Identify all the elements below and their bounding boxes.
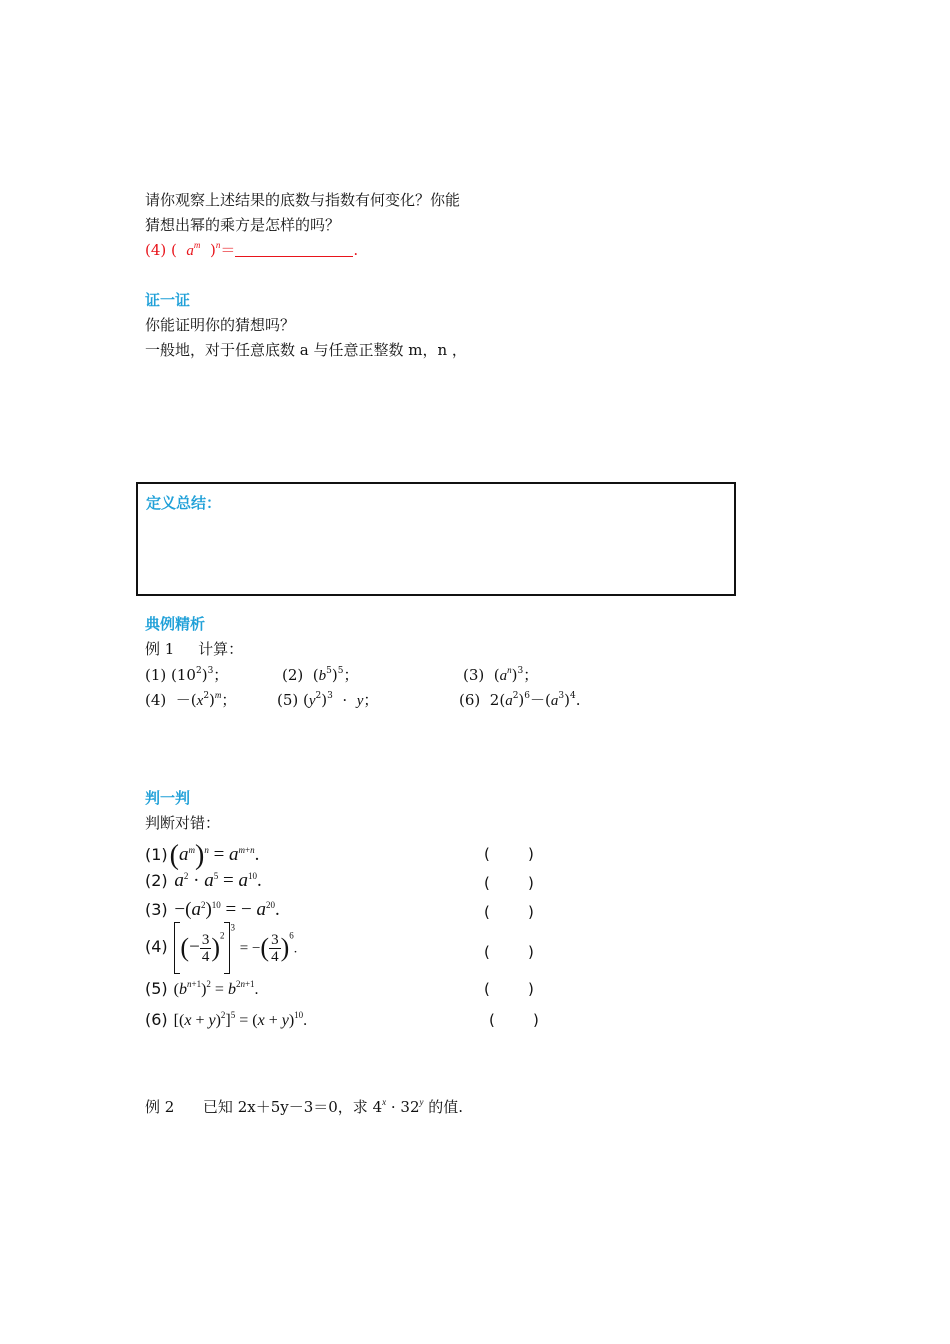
example-1-title xyxy=(145,639,243,659)
example-1-label: 例 1 xyxy=(145,640,175,658)
judge-number: (1) xyxy=(145,845,168,864)
judge-number: (6) xyxy=(145,1010,168,1029)
judge-heading: 判一判 xyxy=(145,789,191,807)
item-number: (2) xyxy=(282,666,304,684)
item-number: (3) xyxy=(463,666,485,684)
example-2-mid: · 32 xyxy=(386,1098,420,1116)
judge-item-1: $(1)(a^m)^n = a^{m+n}$. xyxy=(145,840,260,871)
answer-paren-2[interactable]: ( ) xyxy=(484,874,534,892)
examples-heading: 典例精析 xyxy=(145,615,206,633)
answer-paren-1[interactable]: ( ) xyxy=(484,845,534,863)
judge-number: (4) xyxy=(145,937,168,957)
item-number: (5) xyxy=(277,691,299,709)
example-1-item-6: (6) $2(a^2)^6-(a^3)^4$. xyxy=(459,691,581,709)
question-4-suffix: ) xyxy=(209,241,216,259)
example-2-text: 已知 2x＋5y－3＝0，求 4 xyxy=(202,1098,383,1116)
judge-item-6: (6) $[(x + y)^2]^5 = (x + y)^{10}$. xyxy=(145,1010,308,1029)
judge-number: (3) xyxy=(145,900,168,919)
answer-paren-5[interactable]: ( ) xyxy=(484,980,534,998)
question-4: (4) ( $a^m$ )$^n$＝ . xyxy=(145,240,359,259)
example-1-task: 计算： xyxy=(198,640,244,658)
definition-box xyxy=(136,482,736,596)
answer-blank[interactable] xyxy=(235,242,353,257)
judge-number: (2) xyxy=(145,871,168,890)
definition-heading: 定义总结： xyxy=(146,494,222,512)
example-2-label: 例 2 xyxy=(145,1098,175,1116)
answer-paren-4[interactable]: ( ) xyxy=(484,943,534,961)
example-2-end: 的值. xyxy=(423,1098,464,1116)
prove-heading: 证一证 xyxy=(145,291,191,309)
question-4-equals: ＝ xyxy=(220,241,236,259)
example-1-item-2: (2) $(b^5)^5$； xyxy=(282,666,359,684)
intro-line-1: 请你观察上述结果的底数与指数有何变化？你能 xyxy=(145,191,461,209)
judge-item-3: $(3) -(a^2)^{10}$ = − $a^{20}$. xyxy=(145,899,280,920)
item-number: (1) xyxy=(145,666,167,684)
judge-item-2: (2) $a^2 \cdot a^5 = a^{10}$. xyxy=(145,870,262,891)
fraction: $\frac{3}{4}$ xyxy=(201,931,210,965)
example-1-item-3: (3) $(a^n)^3$； xyxy=(463,665,539,684)
question-4-end: . xyxy=(353,241,359,259)
judge-item-5: (5) $(b^{n+1})^2 = b^{2n+1}$. xyxy=(145,979,259,998)
example-1-item-1: (1) $(10^2)^3$； xyxy=(145,666,229,684)
example-1-item-5: (5) $(y^2)^3 \cdot y$； xyxy=(277,691,379,709)
judge-item-4: (4) (− $\frac{3}{4}$ )$^{23}$ = −( $\frac{3}{4}$ )$^6$. xyxy=(145,922,297,974)
judge-instruction: 判断对错： xyxy=(145,814,221,832)
prove-line-1: 你能证明你的猜想吗？ xyxy=(145,316,296,334)
judge-number: (5) xyxy=(145,979,168,998)
answer-paren-3[interactable]: ( ) xyxy=(484,903,534,921)
question-4-prefix: (4) ( xyxy=(145,241,177,259)
example-1-item-4: $(4) -(x^2)^m$； xyxy=(145,690,237,709)
example-2: 例 2 已知 2x＋5y－3＝0，求 $4^x \cdot 32^y$ 的值. xyxy=(145,1097,464,1116)
item-number: (6) xyxy=(459,691,481,709)
intro-line-2: 猜想出幂的乘方是怎样的吗？ xyxy=(145,216,341,234)
item-number: (4) xyxy=(145,691,167,709)
prove-line-2: 一般地，对于任意底数 a 与任意正整数 m，n ， xyxy=(145,341,467,359)
fraction: $\frac{3}{4}$ xyxy=(271,931,279,965)
answer-paren-6[interactable]: ( ) xyxy=(489,1011,539,1029)
